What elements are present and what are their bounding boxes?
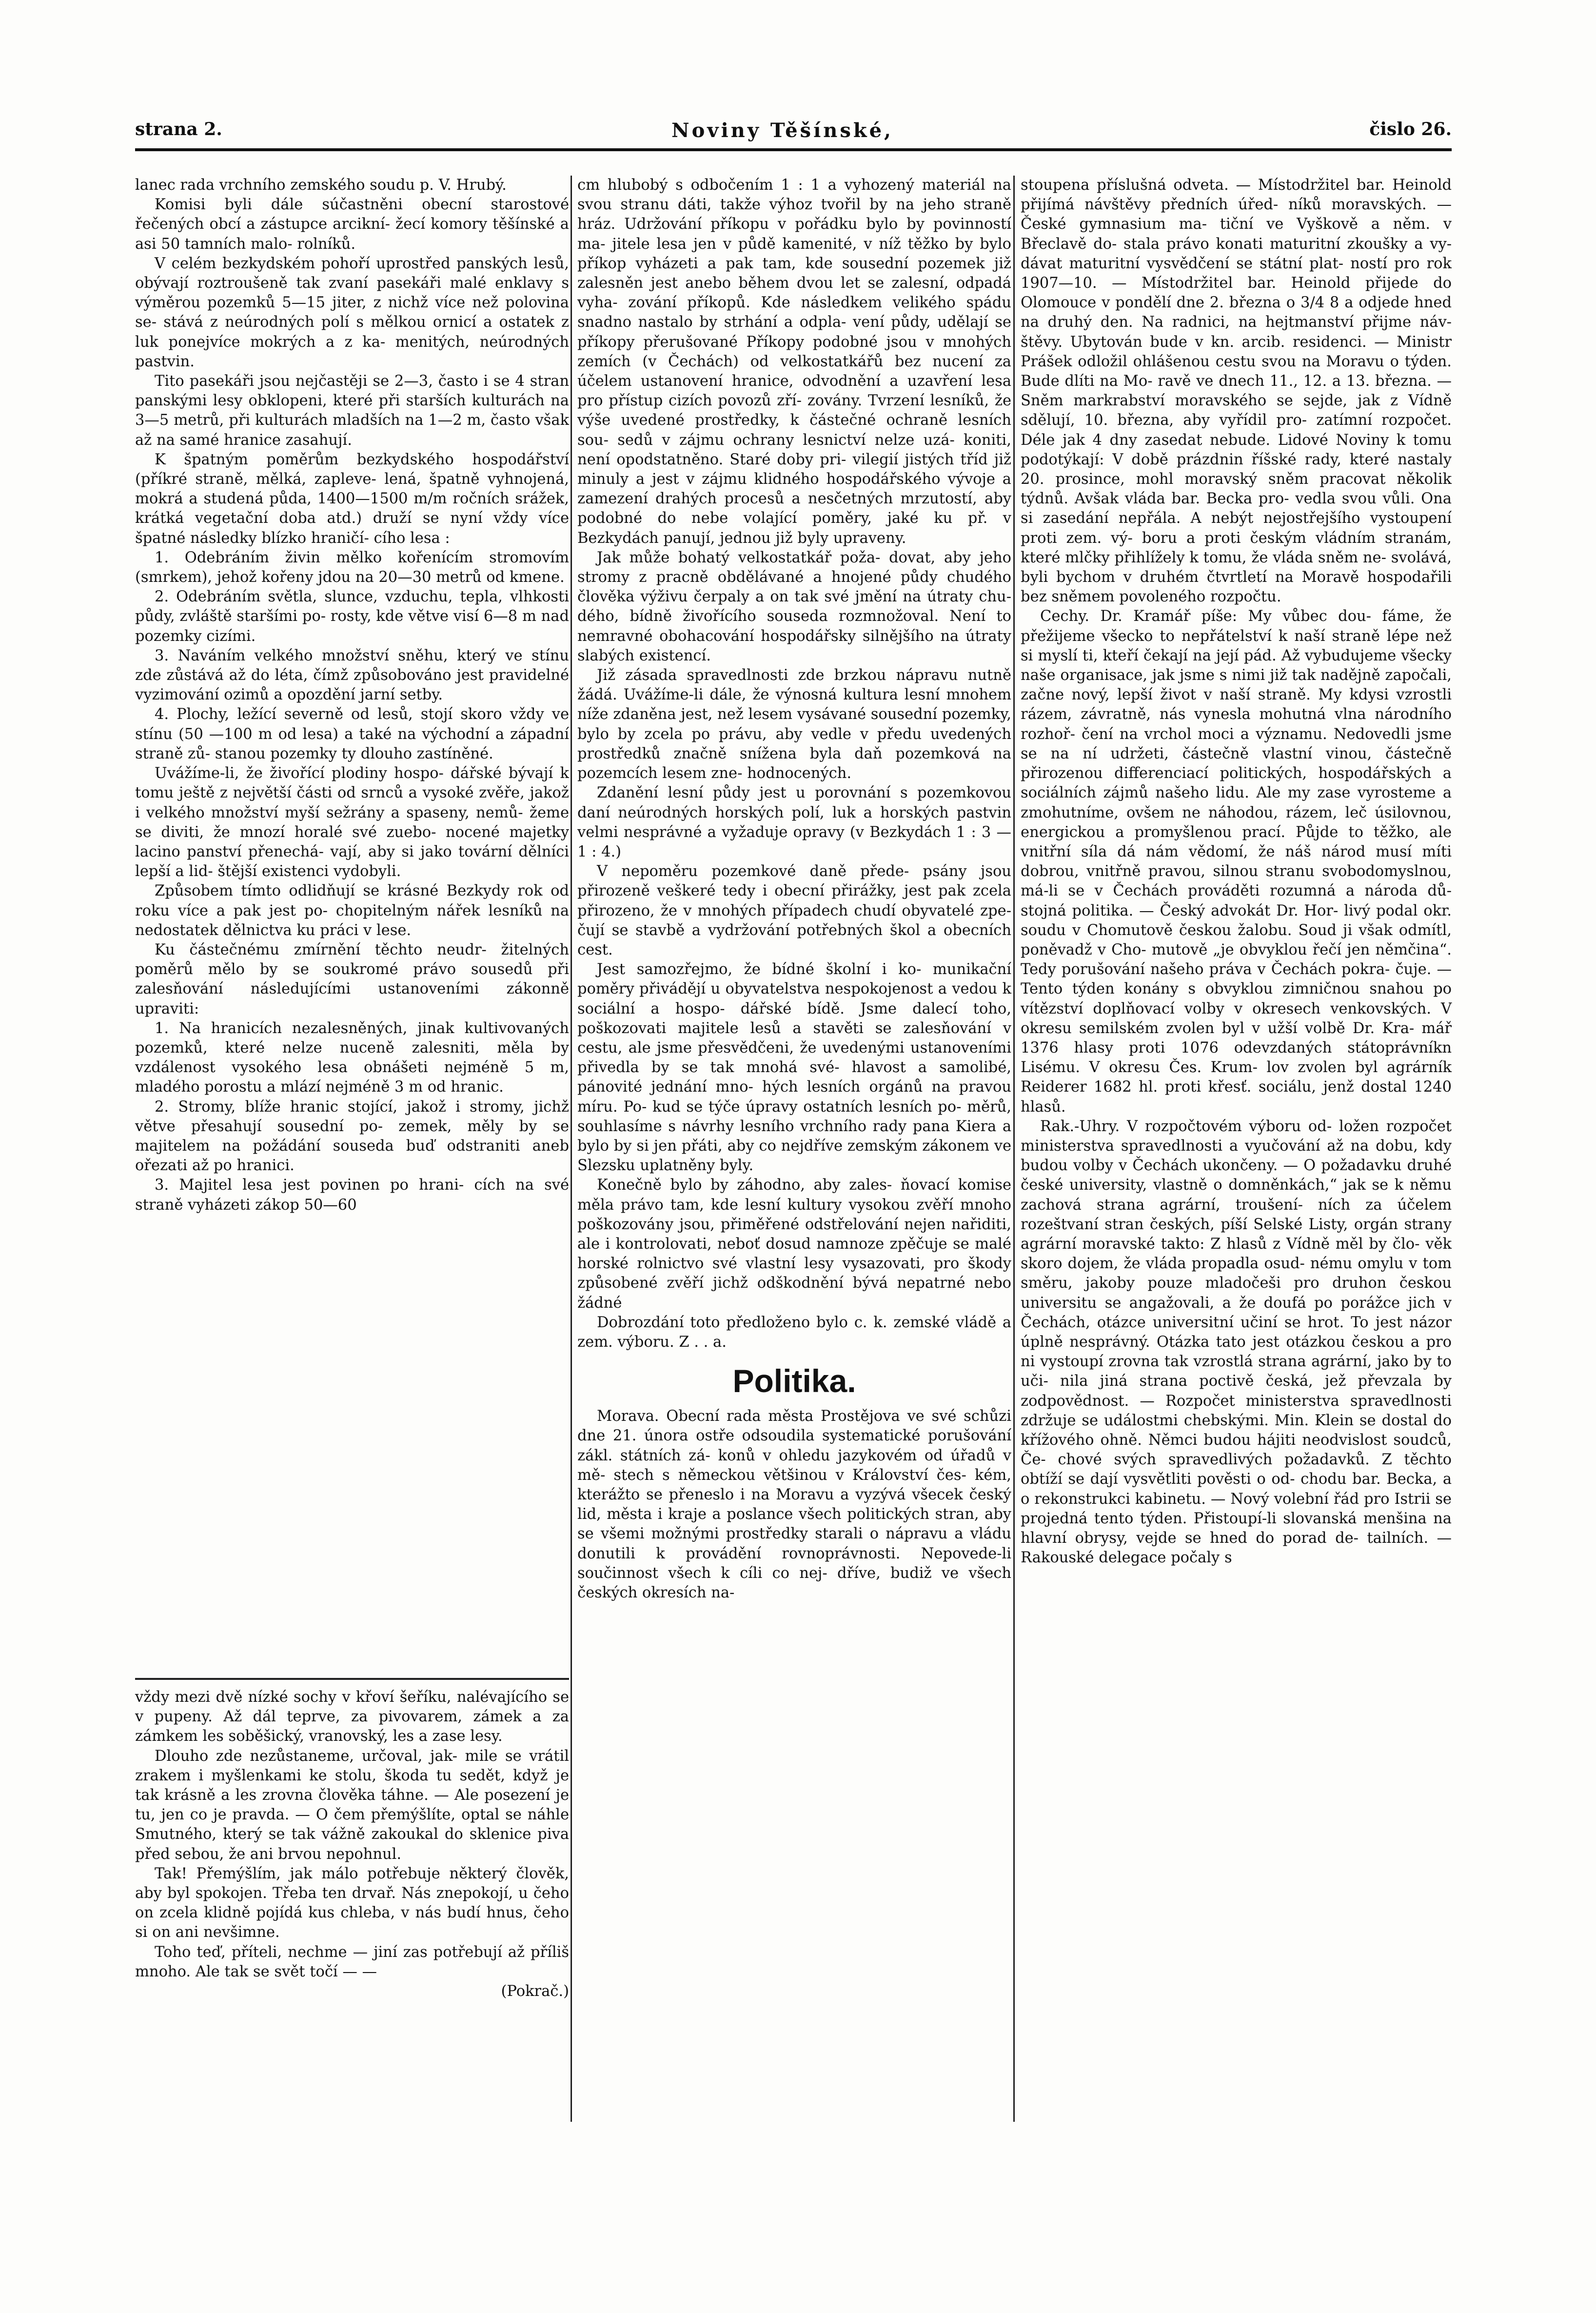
paragraph: cm hlubobý s odbočením 1 : 1 a vyhozený materiál na svou stranu dáti, takže výhoz tvořil by na jeho straně hráz. Udržování příkopu v pořádku bylo by povinností ma- jitele lesa jen v půdě kamenité, v níž těžko by bylo příkop vyházeti a pak tam, kde sousední pozemek již zalesněn jest anebo během dvou let se zalesní, odpadá vyha- zování příkopů. Kde následkem velikého spádu snadno nastalo by strhání a odpla- vení půdy, udělají se příkopy přerušované Příkopy podobné jsou v mnohých zemích (v Čechách) od velkostatkářů bez nucení za účelem ustanovení hranice, odvodnění a uzavření lesa pro přístup cizích povozů zří- zovány. Tvrzení lesníků, že výše uvedené prostředky, k částečné ochraně lesních sou- sedů v zájmu ochrany lesnictví nelze uzá- koniti, není opodstatněno. Staré doby pri- vilegií jistých tříd již minuly a jest v zájmu klidného hospodářského vývoje a zamezení drahých procesů a nesčetných mrzutostí, aby podobné do nebe volající poměry, jaké ku př. v Bezkydách panují, jednou již byly upraveny. [577,177,1011,547]
paragraph: vždy mezi dvě nízké sochy v křoví šeříku, nalévajícího se v pupeny. Až dál teprve, za pivovarem, zámek a za zámkem les soběšický, vranovský, les a zase lesy. [135,1689,569,1745]
paragraph: Dobrozdání toto předloženo bylo c. k. zemské vládě a zem. výboru. Z . . a. [577,1314,1011,1351]
paragraph: Dlouho zde nezůstaneme, určoval, jak- mile se vrátil zrakem i myšlenkami ke stolu, škoda tu sedět, když je tak krásně a les zrovna člověka táhne. — Ale posezení je tu, jen co je pravda. — O čem přemýšlíte, optal se náhle Smutného, který se tak vážně zakoukal do sklenice piva před sebou, že ani brvou nepohnul. [135,1747,569,1863]
paragraph: Zdanění lesní půdy jest u porovnání s pozemkovou daní neúrodných horských polí, luk a horských pastvin velmi nesprávné a vyžaduje opravy (v Bezkydách 1 : 3 — 1 : 4.) [577,784,1011,860]
paragraph: 1. Na hranicích nezalesněných, jinak kultivovaných pozemků, které nelze nuceně zalesniti, měla by vzdálenost vysokého lesa obnášeti nejméně 5 m, mladého porostu a mlází nejméně 3 m od hranic. [135,1019,569,1096]
column-divider [1013,176,1015,2122]
paragraph: Cechy. Dr. Kramář píše: My vůbec dou- fáme, že přežijeme všecko to nepřátelství k naší straně lépe než si myslí ti, kteří čekají na její pád. Až vybudujeme všecky naše organisace, jak jsme s nimi již tak nadějně započali, začne nový, lepší život v naší straně. My kdysi vzrostli rázem, závratně, nás vynesla mohutná vlna národního rozhoř- čení na vrchol moci a významu. Nedovedli jsme se na ní udržeti, částečně vlastní vinou, částečně přirozenou differenciací politických, hospodářských a sociálních zájmů našeho lidu. Ale my zase vyrosteme a zmohutníme, ovšem ne náhodou, rázem, leč úsilovnou, energickou a promyšlenou prací. Půjde to těžko, ale vnitřní síla dá nám vědomí, že náš národ musí míti dobrou, vnitřně pravou, silnou stranu svobodomyslnou, má-li se v Čechách prováděti rozumná a národa dů- stojná politika. — Český advokát Dr. Hor- livý podal okr. soudu v Chomutově českou žalobu. Soud ji však odmítl, poněvadž v Cho- mutově „je obvyklou řečí jen němčina“. Tedy porušování našeho práva v Čechách pokra- čuje. — Tento týden konány s obvyklou zimničnou snahou po vítězství doplňovací volby v okresech venkovských. V okresu semilském zvolen byl v užší volbě Dr. Kra- mář 1376 hlasy proti 1076 odevzdaných státoprávníkn Lisému. V okresu Čes. Krum- lov zvolen byl agrárník Reiderer 1682 hl. proti křesť. sociálu, jenž dostal 1240 hlasů. [1021,608,1452,1116]
paragraph: Jak může bohatý velkostatkář poža- dovat, aby jeho stromy z pracně obdělávané a hnojené půdy chudého člověka výživu čerpaly a on tak své jmění na útraty chu- dého, bídně živořícího souseda rozmnožoval. Není to nemravné obohacování hospodářsky silnějšího na útraty slabých existencí. [577,549,1011,664]
page-number: strana 2. [135,119,222,140]
paragraph: Ku částečnému zmírnění těchto neudr- žitelných poměrů mělo by se soukromé právo sousedů při zalesňování následujícími ustanoveními zákonně upraviti: [135,941,569,1017]
paragraph: Rak.-Uhry. V rozpočtovém výboru od- ložen rozpočet ministerstva spravedlnosti a vyučování až na dobu, kdy budou volby v Čechách ukončeny. — O požadavku druhé české university, vlastně o domněnkách,“ jak se k němu zachová strana agrární, troušení- ních za účelem rozeštvaní stran českých, píší Selské Listy, orgán strany agrární moravské takto: Z hlasů z Vídně měl by člo- věk skoro dojem, že vláda propadla osud- nému omylu v tom směru, jakoby pouze mladočeši pro druhon českou universitu se angažovali, a že doufá po porážce jich v Čechách, otázce universitní učiní se hrot. To jest názor úplně nesprávný. Otázka tato jest otázkou českou a pro ni vystoupí zrovna tak vzrostlá strana agrární, jako by to uči- nila jiná strana poctivě česká, jež převzala by zodpovědnost. — Rozpočet ministerstva spravedlnosti zdržuje se událostmi chebskými. Min. Klein se dostal do křížového ohně. Němci budou hájiti neodvislost soudců, Če- chové svých spravedlivých požadavků. Z těchto obtíží se dají vysvětliti pověsti o od- chodu bar. Becka, a o rekonstrukci kabinetu. — Nový volební řád pro Istrii se projedná tento týden. Přistoupí-li slovanská menšina na hlavní obrysy, vejde se hned do porad de- tailních. — Rakouské delegace počaly s [1021,1117,1452,1567]
paragraph: Toho teď, příteli, nechme — jiní zas potřebují až příliš mnoho. Ale tak se svět točí — — [135,1943,569,1980]
paragraph: K špatným poměrům bezkydského hospodářství (příkré straně, mělká, zapleve- lená, špatně vyhnojená, mokrá a studená půda, 1400—1500 m/m ročních srážek, krátká vegetační doba atd.) druží se nyní vždy více špatné následky blízko hraničí- cího lesa : [135,451,569,547]
paragraph: 3. Naváním velkého množství sněhu, který ve stínu zde zůstává až do léta, čímž způsobováno jest pravidelné vyzimování ozimů a opozdění jarní setby. [135,647,569,704]
paragraph: Uvážíme-li, že živořící plodiny hospo- dářské bývají k tomu ještě z největší části od srnců a vysoké zvěře, jakož i velkého množství myší sežrány a spaseny, nemů- žeme se diviti, že mnozí horalé své zuebo- nocené majetky lacino panství přenechá- vají, aby si jako tovární dělníci lepší a lid- štější existenci vydobyli. [135,765,569,880]
paragraph: Tito pasekáři jsou nejčastěji se 2—3, často i se 4 stran panskými lesy obklopeni, které při starších kulturách na 3—5 metrů, při kulturách mladších na 1—2 m, často však až na samé hranice zasahují. [135,373,569,449]
paragraph: Morava. Obecní rada města Prostějova ve své schůzi dne 21. února ostře odsoudila systematické porušování zákl. státních zá- konů v ohledu jazykovém od úřadů v mě- stech s německou většinou v Království čes- kém, kterážto se přeneslo i na Moravu a vyzývá všecek český lid, města i kraje a poslance všech politických stran, aby se všemi možnými prostředky starali o nápravu a vládu donutili k provádění rovnoprávnosti. Nepovede-li součinnost všech k cíli co nej- dříve, budiž ve všech českých okresích na- [577,1408,1011,1602]
paragraph: 3. Majitel lesa jest povinen po hrani- cích na své straně vyházeti zákop 50—60 [135,1176,569,1214]
paragraph: V celém bezkydském pohoří uprostřed panských lesů, obývají roztroušeně tak zvaní pasekáři malé enklavy s výměrou pozemků 5—15 jiter, z nichž více než polovina se- stává z neúrodných polí s mělkou ornicí a ostatek z luk ponejvíce mokrých a z ka- menitých, neúrodných pastvin. [135,255,569,370]
paragraph: Jest samozřejmo, že bídné školní i ko- munikační poměry přivádějí u obyvatelstva nespokojenost a vedou k sociální a hospo- dářské bídě. Jsme dalecí toho, poškozovati majitele lesů a stavěti se zalesňování v cestu, ale jsme přesvědčeni, že uvedenými ustanoveními přivedla by se tak mnohá své- hlavost a samolibé, pánovité jednání mno- hých lesních orgánů na pravou míru. Po- kud se týče úpravy ostatních lesních po- měrů, souhlasíme s návrhy lesního vrchního rady pana Kiera a bylo by si jen přáti, aby co nejdříve zemským zákonem ve Slezsku uplatněny byly. [577,961,1011,1175]
header-rule [135,148,1452,151]
column-1 [135,176,569,1215]
paragraph: stoupena příslušná odveta. — Místodržitel bar. Heinold přijímá návštěvy předních úřed- níků moravských. — České gymnasium ma- tiční ve Vyškově a něm. v Břeclavě do- stala právo konati maturitní zkoušky a vy- dávat maturitní vysvědčení se státní plat- ností pro rok 1907—10. — Místodržitel bar. Heinold přijede do Olomouce v pondělí dne 2. března o 3/4 8 a odjede hned na druhý den. Na radnici, na hejtmanství přijme náv- štěvy. Ubytován bude v kn. arcib. residenci. — Ministr Prášek odložil ohlášenou cestu svou na Moravu o týden. Bude dlíti na Mo- ravě ve dnech 11., 12. a 13. března. — Sněm markrabství moravského se sejde, jak z Vídně sdělují, 10. března, aby vyřídil pro- zatímní rozpočet. Déle jak 4 dny zasedat nebude. Lidové Noviny k tomu podotýkají: V době prázdnin říšské rady, které nastaly 20. prosince, mohl moravský sněm pracovat několik týdnů. Avšak vláda bar. Becka pro- vedla svou vůli. Ona si zasedání nepřála. A nebýt nejostřejšího vystoupení proti zem. vý- boru a proti českým vládním stranám, které mlčky přihlížely k tomu, že vláda sněm ne- svolává, byli bychom v druhém čtvrtletí na Moravě hospodařili bez sněmem povoleného rozpočtu. [1021,177,1452,606]
feuilleton-separator [135,1678,569,1680]
column-2 [577,176,1011,1603]
continued-note: (Pokrač.) [501,1983,569,2000]
paragraph: Konečně bylo by záhodno, aby zales- ňovací komise měla právo tam, kde lesní kultury vysokou zvěří mnoho poškozovány jsou, přiměřené odstřelování nejen nařiditi, ale i kontrolovati, neboť dosud namnoze zpěčuje se malé horské rolnictvo své vlastní lesy vysazovati, pro škody způsobené zvěří jichž odškodnění bývá nepatrné nebo žádné [577,1176,1011,1312]
paragraph: Již zásada spravedlnosti zde brzkou nápravu nutně žádá. Uvážíme-li dále, že výnosná kultura lesní mnohem níže zdaněna jest, než lesem vysávané sousední pozemky, bylo by zcela po právu, aby vedle v předu uvedených prostředků značně snížena byla daň pozemková na pozemcích lesem zne- hodnocených. [577,667,1011,782]
paragraph: V nepoměru pozemkové daně přede- psány jsou přirozeně veškeré tedy i obecní přirážky, jest pak zcela přirozeno, že v mnohých případech chudí obyvatelé zpe- čují se stavbě a vydržování potřebných škol a obecních cest. [577,863,1011,958]
feuilleton [135,1688,569,2001]
paragraph: Tak! Přemýšlím, jak málo potřebuje některý člověk, aby byl spokojen. Třeba ten drvař. Nás znepokojí, u čeho on zcela klidně pojídá kus chleba, v nás budí hnus, čeho si on ani nevšimne. [135,1865,569,1941]
paragraph: 1. Odebráním živin mělko kořenícím stromovím (smrkem), jehož kořeny jdou na 20—30 metrů od kmene. [135,549,569,586]
column-3 [1021,176,1452,1568]
paragraph: lanec rada vrchního zemského soudu p. V. Hrubý. [135,177,507,194]
page-header [135,119,1452,148]
issue-number: čislo 26. [1369,119,1452,140]
column-divider [571,176,572,2122]
paragraph: Způsobem tímto odlidňují se krásné Bezkydy rok od roku více a pak jest po- chopitelným nářek lesníků na nedostatek dělnictva ku práci v lese. [135,882,569,939]
paragraph: Komisi byli dále súčastněni obecní starostové řečených obcí a zástupce arcikní- žecí komory těšínské a asi 50 tamních malo- rolníků. [135,196,569,253]
paragraph: 2. Odebráním světla, slunce, vzduchu, tepla, vlhkosti půdy, zvláště staršími po- rosty, kde větve visí 6—8 m nad pozemky cizími. [135,588,569,645]
paragraph: 2. Stromy, blíže hranic stojící, jakož i stromy, jichž větve přesahují sousední po- zemek, měly by se majitelem na požádání souseda buď odstraniti aneb ořezati až po hranici. [135,1098,569,1175]
newspaper-title: Noviny Těšínské, [671,119,893,142]
paragraph: 4. Plochy, ležící severně od lesů, stojí skoro vždy ve stínu (50 —100 m od lesa) a také na východní a západní straně zů- stanou pozemky ty dlouho zastíněné. [135,706,569,762]
section-title: Politika. [732,1363,856,1399]
